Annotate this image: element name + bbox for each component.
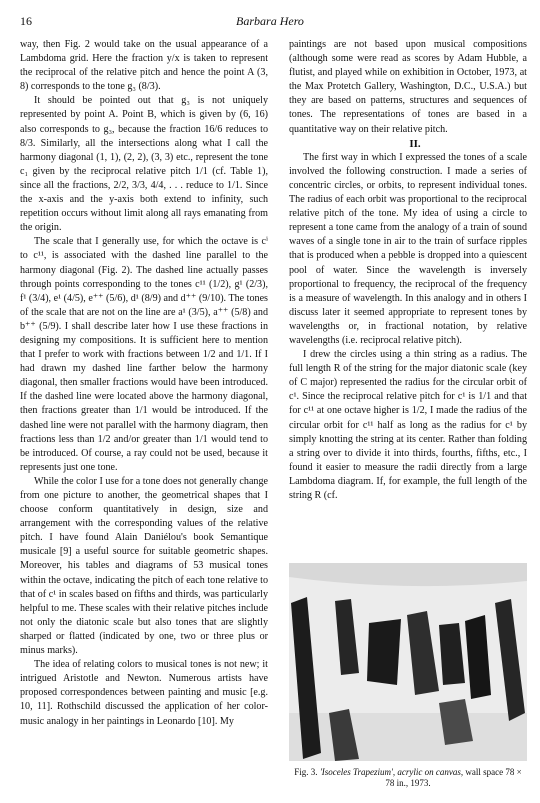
page-number: 16 <box>20 14 32 28</box>
paragraph: The scale that I generally use, for which the octave is cⁱ to c¹¹, is associated with the dashed line parallel to the harmony diagonal (Fig. 2). The dashed line actually passes through points corresponding to the tones c¹¹ (1/2), g¹ (2/3), f¹ (3/4), e¹ (4/5), e⁺⁺ (5/6), d¹ (8/9) and d⁺⁺ (9/10). The tones of the scale that are not on the line are a¹ (3/5), a⁺⁺ (5/8) and b⁺⁺ (5/9). I shall describe later how I use these fractions in designing my compositions. It is sufficient here to mention that I prefer to work with fractions between 1/2 and 1/1. If I had drawn my dashed line farther below the harmony diagonal, then smaller fractions would have been introduced. If the dashed line were located above the harmony diagonal, then fractions greater than 1/1 would be introduced. If the dashed line were not parallel with the harmony diagram, then fractions less than 1/2 and/or greater than 1/1 would tend to be introduced. Of course, a ray could not be used, because it represents just one tone. <box>20 236 268 473</box>
figure-painting <box>289 563 527 761</box>
running-head: Barbara Hero <box>236 14 304 28</box>
caption-title: 'Isoceles Trapezium', acrylic on canvas, <box>319 767 464 777</box>
paragraph: paintings are not based upon musical compositions (although some were read as scores by Adam Hubble, a flutist, and played while on exhibition in October, 1973, at the Max Protetch Gallery, Washington, D.C., U.S.A.) but they are based on patterns, structures and sequences of tones. The representations of tones are based in a quantitative way on their relative pitch. <box>289 39 527 135</box>
left-column <box>20 38 268 729</box>
paragraph: The first way in which I expressed the tones of a scale involved the following construction. I made a series of concentric circles, or orbits, to represent individual tones. The radius of each orbit was proportional to the reciprocal relative pitch of the tone. My idea of using a circle to represent a tone came from the analogy of a train of sound waves of a single tone in air to the train of surface ripples that is produced when a pebble is dropped into a quiescent pool of water. Since the wavelength is inversely proportional to frequency, the reciprocal of the frequency is a measure of wavelength. In this analogy and in others I discuss later it seemed appropriate to represent tones by wavelengths or, in fractional notation, by relative wavelengths (i.e. reciprocal relative pitch). <box>289 151 527 346</box>
section-heading: II. <box>409 137 421 150</box>
paragraph: It should be pointed out that g₃ is not uniquely represented by point A. Point B, which is given by (6, 16) also corresponds to g₃, because the fraction 16/6 reduces to 8/3. Similarly, all the intersections along what I call the harmony diagonal (1, 1), (2, 2), (3, 3) etc., represent the tone c₁ given by the reciprocal relative pitch 1/1 (cf. Table 1), since all the fractions, 2/2, 3/3, 4/4, . . . reduce to 1/1. Since the x-axis and the y-axis both extend to infinity, such repetition occurs without limit along all rays emanating from the origin. <box>20 95 268 234</box>
paragraph: I drew the circles using a thin string as a radius. The full length R of the string for the major diatonic scale (key of C major) represented the radius for the circular orbit of c¹. Since the reciprocal relative pitch for c¹ is 1/1 and that for c¹¹ at one octave higher is 1/2, I made the radius of the circular orbit for c¹¹ half as long as the radius for c¹ by simply knotting the string at its center. Rather than folding a string over to divide it into thirds, fourths, fifths, etc., I found it easier to measure the radii directly from a large Lambdoma diagram. If, for example, the full length of the string R (cf. <box>289 349 527 501</box>
caption-label: Fig. 3. <box>294 767 318 777</box>
figure-caption <box>289 767 527 789</box>
paragraph: way, then Fig. 2 would take on the usual appearance of a Lambdoma grid. Here the fraction y/x is taken to represent the reciprocal of the relative pitch and hence the point A (3, 8) corresponds to the tone g₃ (8/3). <box>20 39 268 93</box>
caption-details: wall space 78 × 78 in., 1973. <box>385 767 522 788</box>
paragraph: The idea of relating colors to musical tones is not new; it intrigued Aristotle and Newton. Numerous artists have proposed correspondences between painting and music [e.g. 10, 11]. Rothschild discussed the application of her color-music analogy in her paintings in Leonardo [10]. My <box>20 659 268 727</box>
painting-image <box>289 563 527 761</box>
page-header <box>20 14 520 28</box>
paragraph: While the color I use for a tone does not generally change from one picture to another, the geometrical shapes that I choose conform quantitatively in design, size and arrangement with the corresponding values of the relative pitch. I have found Alain Daniélou's book Semantique musicale [9] a useful source for suitable geometric shapes. Moreover, his tables and diagrams of 53 musical tones within the octave, indicating the pitch of each tone relative to that of c¹ in scales based on fifths and thirds, was particularly helpful to me. These scales with their relative pitches include not only the diatonic scale but also tones that are slightly sharped or flatted (indicated by one, two or three plus or minus marks). <box>20 475 268 657</box>
right-column <box>289 38 527 503</box>
